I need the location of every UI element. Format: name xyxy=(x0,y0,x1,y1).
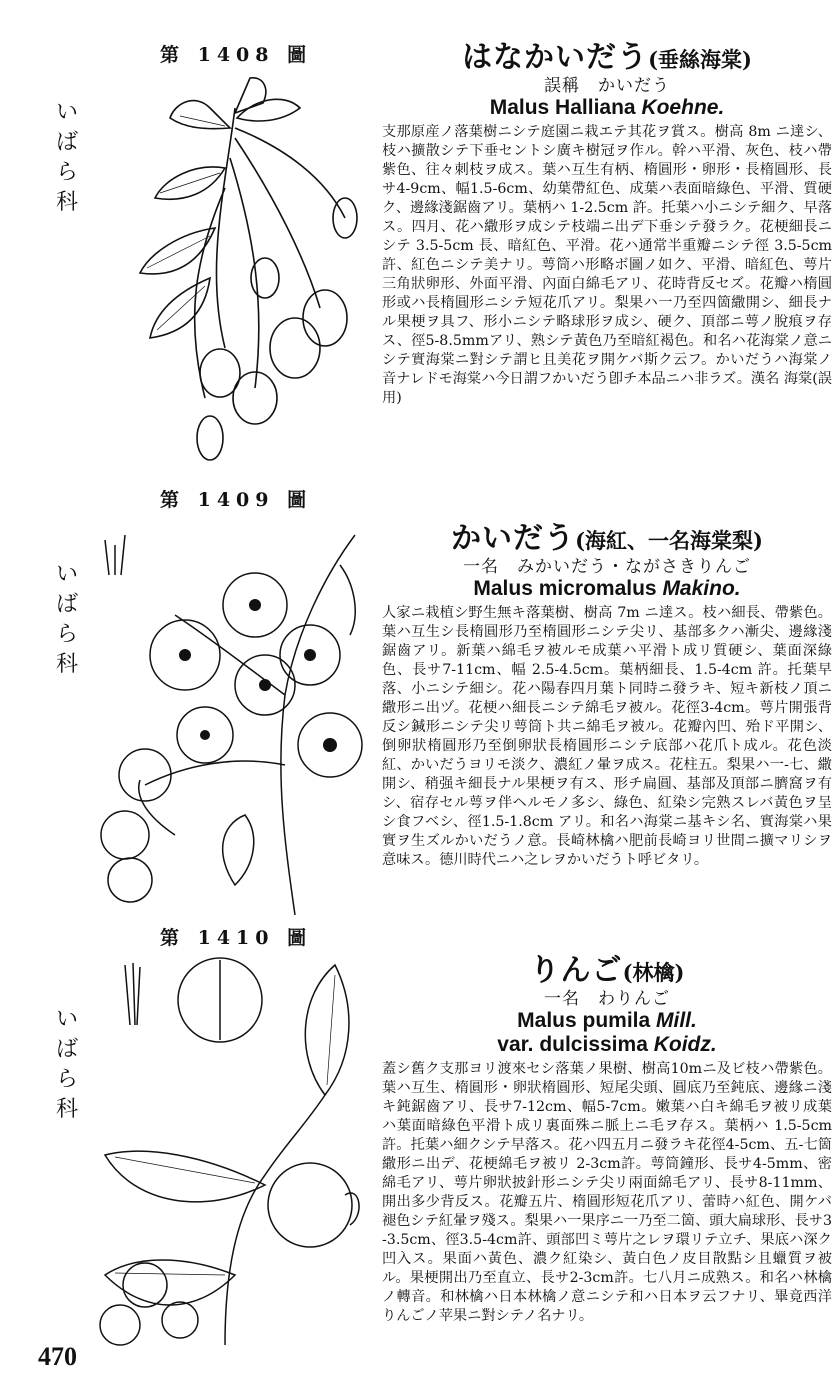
chinese-name: (林檎) xyxy=(622,960,685,985)
japanese-name: はなかいだう xyxy=(462,40,649,75)
figure-number: 第 1410 圖 xyxy=(160,927,313,949)
species-description: 支那原産ノ落葉樹ニシテ庭園ニ栽エテ其花ヲ賞ス。樹高 8m ニ達シ、枝ハ擴散シテ下垂セントシ廣キ樹冠ヲ作ル。幹ハ平滑、灰色、枝ハ帶紫色、往々刺枝ヲ成ス。葉ハ互生有柄、楕圓形・卵形・長楕圓形、長サ4-9cm、幅1.5-6cm、幼葉帶紅色、成葉ハ表面暗綠色、平滑、質硬ク、邊緣淺鋸齒アリ。葉柄ハ 1-2.5cm 許。托葉ハ小ニシテ細ク、早落ス。四月、花ハ繖形ヲ成シテ枝端ニ出デ下垂シテ發ラク。花梗細長ニシテ 3.5-5cm 長、暗紅色、平滑。花ハ通常半重瓣ニシテ徑 3.5-5cm許、紅色ニシテ美ナリ。萼筒ハ形略ボ圖ノ如ク、平滑、暗紅色、萼片三角狀卵形、外面平滑、內面白綿毛アリ、花時背反セズ。花瓣ハ楕圓形或ハ長楕圓形ニシテ短花爪アリ。梨果ハ一乃至四箇繖開シ、細長ナル果梗ヲ具フ、形小ニシテ略球形ヲ成シ、硬ク、頂部ニ萼ノ脫痕ヲ存ス、徑5-8.5mmアリ、熟シテ黃色乃至暗紅褐色。和名ハ花海棠ノ意ニシテ實海棠ニ對シテ謂ヒ且美花ヲ開ケバ斯ク云フ。かいだうハ海棠ノ音ナレドモ海棠ハ今日謂フかいだう卽チ本品ニハ非ラズ。漢名 海棠(誤用) xyxy=(382,124,832,406)
illustration-kaido xyxy=(85,515,370,915)
chinese-name: (垂絲海棠) xyxy=(648,47,752,72)
description-block xyxy=(382,513,832,870)
flower-fruit-branch-icon xyxy=(85,515,370,915)
entry-1409 xyxy=(0,489,840,935)
description-block xyxy=(382,32,832,408)
page-number: 470 xyxy=(38,1342,77,1371)
description-block xyxy=(382,945,832,1326)
variety-name xyxy=(382,1033,832,1057)
binomial: Malus Halliana xyxy=(489,96,636,119)
chinese-name: (海紅、一名海棠梨) xyxy=(575,528,763,553)
species-description: 蓋シ舊ク支那ヨリ渡來セシ落葉ノ果樹、樹高10mニ及ビ枝ハ帶紫色。葉ハ互生、楕圓形・卵狀楕圓形、短尾尖頭、圓底乃至鈍底、邊緣ニ淺キ鈍鋸齒アリ、長サ7-12cm、幅5-7cm。嫩葉ハ白キ綿毛ヲ被リ成葉ハ葉面暗綠色平滑ト成リ裏面殊ニ脈上ニ毛ヲ存ス。葉柄ハ 1.5-5cm許。托葉ハ細クシテ早落ス。花ハ四五月ニ發ラキ花徑4-5cm、五-七箇繖形ニ出デ、花梗綿毛ヲ被リ 2-3cm許。萼筒鐘形、長サ4-5mm、密綿毛アリ、萼片卵狀披針形ニシテ尖リ兩面綿毛アリ、長サ8-11mm、開出多少背反ス。花瓣五片、楕圓形短花爪アリ、蕾時ハ紅色、開ケバ褪色シテ紅暈ヲ殘ス。梨果ハ一果序ニ一乃至二箇、頭大扁球形、長サ3-3.5cm、徑3.5-4cm許、頭部凹ミ萼片之レヲ環リテ立チ、果底ハ深ク凹入ス。果面ハ黃色、濃ク紅染シ、黃白色ノ皮目散點シ且蠟質ヲ被ル。果梗開出乃至直立、長サ2-3cm許。七八月ニ成熟ス。和名ハ林檎ノ轉音。和林檎ハ日本林檎ノ意ニシテ和ハ日本ヲ云フナリ、畢竟西洋りんごノ苹果ニ對シテノ名ナリ。 xyxy=(382,1061,832,1324)
authority: Koehne. xyxy=(641,96,725,119)
entry-1408 xyxy=(0,0,840,505)
species-title xyxy=(382,945,832,989)
figure-number: 第 1408 圖 xyxy=(160,44,313,66)
variety: var. dulcissima xyxy=(497,1033,648,1056)
alternate-name: 一名 みかいだう・ながさきりんご xyxy=(463,557,751,577)
binomial: Malus pumila xyxy=(517,1009,651,1032)
family-label: いばら科 xyxy=(55,1007,78,1122)
figure-number: 第 1409 圖 xyxy=(160,489,313,511)
illustration-ringo xyxy=(85,955,365,1350)
binomial: Malus micromalus xyxy=(473,577,657,600)
authority: Makino. xyxy=(662,577,741,600)
species-title xyxy=(382,513,832,557)
scientific-name xyxy=(382,96,832,120)
japanese-name: りんご xyxy=(529,953,623,988)
family-label: いばら科 xyxy=(55,100,78,215)
alternate-name: 誤稱 かいだう xyxy=(544,76,670,96)
alternate-name: 一名 わりんご xyxy=(544,989,670,1009)
entry-1410 xyxy=(0,927,840,1345)
family-label: いばら科 xyxy=(55,562,78,677)
apple-branch-icon xyxy=(85,955,365,1350)
variety-authority: Koidz. xyxy=(653,1033,717,1056)
illustration-hanakaido xyxy=(85,68,375,468)
authority: Mill. xyxy=(656,1009,697,1032)
species-description: 人家ニ栽植シ野生無キ落葉樹、樹高 7m ニ達ス。枝ハ細長、帶紫色。葉ハ互生シ長楕圓形乃至楕圓形ニシテ尖リ、基部多クハ漸尖、邊緣淺鋸齒アリ。新葉ハ綿毛ヲ被ルモ成葉ハ平滑ト成リ質硬シ、葉面深綠色、長サ7-11cm、幅 2.5-4.5cm。葉柄細長、1.5-4cm 許。托葉早落、小ニシテ細シ。花ハ陽春四月葉ト同時ニ發ラキ、短キ新枝ノ頂ニ繖形ニ出ヅ。花梗ハ細長ニシテ綿毛ヲ被ル。花徑3-4cm。萼片開張背反シ鍼形ニシテ尖リ萼筒ト共ニ綿毛ヲ被ル。花瓣內凹、殆ド平開シ、倒卵狀楕圓形乃至倒卵狀長楕圓形ニシテ底部ハ花爪ト成ル。花色淡紅、かいだうヨリモ淡ク、濃紅ノ暈ヲ成ス。花柱五。梨果ハ一-七、繖開シ、稍强キ細長ナル果梗ヲ有ス、形チ扁圓、基部及頂部ニ臍窩ヲ有シ、宿存セル萼ヲ伴ヘルモノ多シ、綠色、紅染シ完熟スレバ黃色ヲ呈シ食フベシ、徑1.5-1.8cm アリ。和名ハ海棠ニ基キシ名、實海棠ハ果實ヲ生ズルかいだうノ意。長崎林檎ハ肥前長崎ヨリ世間ニ擴マリシヲ意味ス。德川時代ニハ之レヲかいだうト呼ビタリ。 xyxy=(382,605,832,868)
species-title xyxy=(382,32,832,76)
scientific-name xyxy=(382,1009,832,1033)
flower-branch-icon xyxy=(85,68,375,468)
japanese-name: かいだう xyxy=(451,521,576,556)
scientific-name xyxy=(382,577,832,601)
